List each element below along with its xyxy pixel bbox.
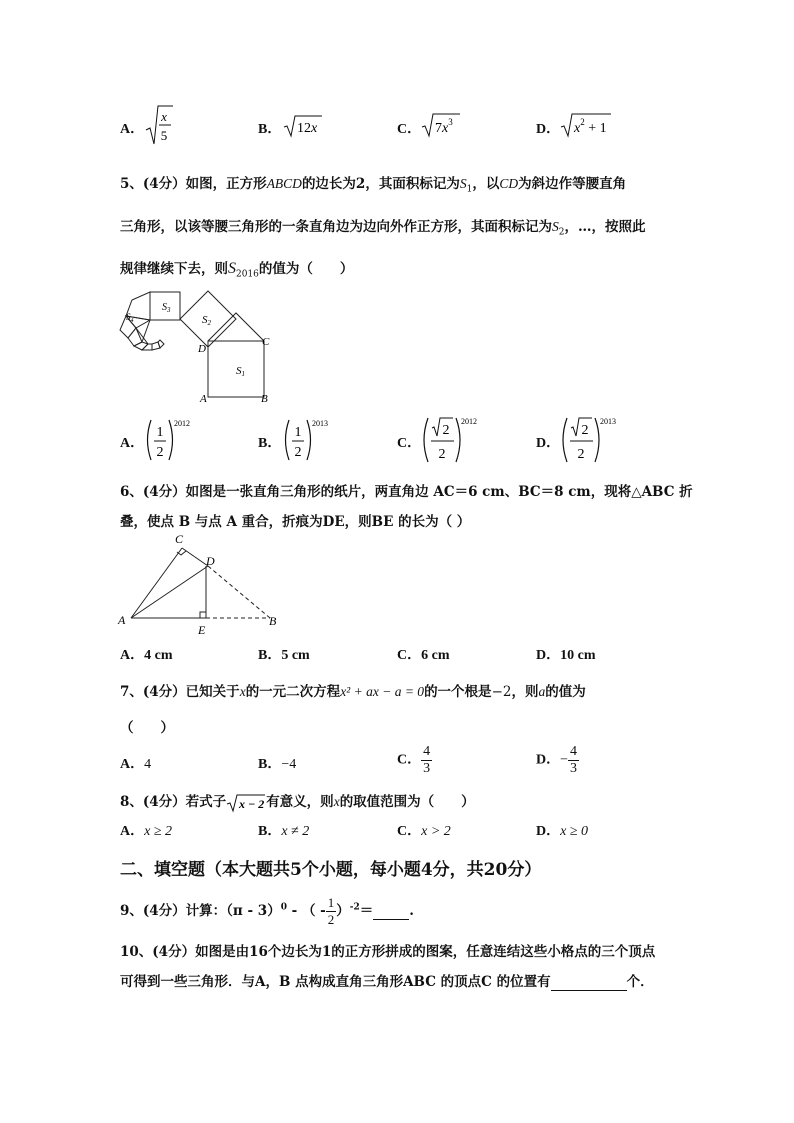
q6-option-b[interactable]: B．5 cm bbox=[258, 648, 310, 663]
q7-option-d[interactable]: D．− $\frac{4}{3}$ bbox=[536, 744, 578, 776]
q4-option-c[interactable] bbox=[397, 118, 421, 138]
section-title: 二、填空题（本大题共5个小题，每小题4分，共20分） bbox=[120, 860, 542, 880]
q4-option-d-expr bbox=[560, 112, 612, 138]
svg-text:2: 2 bbox=[442, 423, 450, 438]
q7-option-b[interactable]: B．−4 bbox=[258, 757, 297, 772]
q5-option-b[interactable]: B． bbox=[258, 436, 282, 451]
svg-text:2: 2 bbox=[156, 445, 164, 460]
q6-option-c[interactable]: C．6 cm bbox=[397, 648, 450, 663]
svg-text:5: 5 bbox=[160, 128, 168, 143]
label-s1: S1 bbox=[236, 365, 245, 378]
q5-option-d-expr bbox=[559, 412, 629, 468]
q4-option-d[interactable] bbox=[536, 118, 560, 138]
svg-text:1: 1 bbox=[156, 425, 164, 440]
q6-triangle-figure bbox=[114, 528, 294, 638]
q9-stem: 9、(4分）计算：（π - 3）$^0$ - （ - $\frac{1}{2}$ ）$^{-2}$＝ . bbox=[120, 895, 414, 927]
q6-stem-line1: 6、(4分）如图是一张直角三角形的纸片，两直角边 AC＝6 cm、BC＝8 cm，现将△ABC 折 bbox=[120, 484, 693, 500]
q5-option-a[interactable]: A． bbox=[120, 436, 145, 451]
q4-option-a[interactable] bbox=[120, 118, 144, 138]
svg-text:x2 + 1: $x^2 + 1$ bbox=[574, 117, 607, 136]
label-d: D bbox=[206, 554, 215, 568]
q8-option-b[interactable]: B．x ≠ 2 bbox=[258, 824, 310, 839]
q7-stem-line2: （ ） bbox=[120, 720, 174, 736]
q6-option-a[interactable]: A．4 cm bbox=[120, 648, 173, 663]
svg-text:2: 2 bbox=[294, 445, 302, 460]
q5-option-c-expr bbox=[420, 412, 490, 468]
option-label: D． bbox=[536, 122, 561, 137]
q5-stem-line3: 规律继续下去，则$S_{2016}$的值为（ ） bbox=[120, 260, 354, 280]
svg-text:2013: 2013 bbox=[600, 417, 616, 426]
q8-option-c[interactable]: C．x > 2 bbox=[397, 824, 451, 839]
option-label: A． bbox=[120, 122, 145, 137]
q7-option-a[interactable]: A．4 bbox=[120, 757, 152, 772]
label-s4: $S_4$ bbox=[126, 312, 134, 324]
svg-text:2013: 2013 bbox=[312, 419, 328, 428]
svg-text:2: 2 bbox=[577, 447, 585, 462]
q5-option-c[interactable]: C． bbox=[397, 436, 422, 451]
label-s2: S2 bbox=[202, 314, 211, 327]
svg-text:2012: 2012 bbox=[461, 417, 477, 426]
q9-answer-blank[interactable] bbox=[373, 903, 409, 920]
q6-stem-line2: 叠，使点 B 与点 A 重合，折痕为DE，则BE 的长为（ ） bbox=[120, 514, 471, 530]
q10-stem-line2: 可得到一些三角形．与A，B 点构成直角三角形ABC 的顶点C 的位置有 个． bbox=[120, 974, 654, 990]
q5-stem-line2: 三角形，以该等腰三角形的一条直角边为边向外作正方形，其面积标记为$S_2$，…，按照此 bbox=[120, 219, 646, 238]
svg-text:x: x bbox=[161, 109, 167, 124]
label-s3: $S_3$ bbox=[162, 302, 171, 314]
q5-option-a-expr bbox=[143, 414, 195, 466]
label-b: B bbox=[261, 393, 268, 405]
q4-option-a-expr bbox=[144, 104, 174, 148]
q8-option-d[interactable]: D．x ≥ 0 bbox=[536, 824, 589, 839]
q10-answer-blank[interactable] bbox=[551, 974, 627, 991]
q4-option-b-expr bbox=[283, 114, 323, 138]
sqrt-expr bbox=[226, 793, 266, 813]
svg-text:2: 2 bbox=[581, 423, 589, 438]
label-c: C bbox=[262, 336, 270, 348]
q10-stem-line1: 10、(4分）如图是由16个边长为1的正方形拼成的图案，任意连结这些小格点的三个顶点 bbox=[120, 944, 656, 960]
q4-option-c-expr bbox=[421, 112, 461, 138]
svg-text:7x3: $7x^3$ bbox=[435, 117, 453, 136]
svg-text:x − 2: x − 2 bbox=[239, 796, 265, 811]
q7-stem-line1: 7、(4分）已知关于x的一元二次方程x² + ax − a = 0的一个根是−2，则a的值为 bbox=[120, 684, 586, 700]
svg-text:12x: 12x bbox=[297, 121, 318, 136]
option-label: C． bbox=[397, 122, 422, 137]
label-c: C bbox=[175, 532, 184, 546]
svg-text:1: 1 bbox=[294, 425, 302, 440]
q5-option-d[interactable]: D． bbox=[536, 436, 561, 451]
label-e: E bbox=[198, 623, 206, 637]
q5-stem-line1: 5、(4分）如图，正方形ABCD的边长为2，其面积标记为$S_1$，以CD为斜边作等腰直角 bbox=[120, 176, 627, 195]
label-d: D bbox=[198, 343, 206, 355]
label-b: B bbox=[269, 614, 277, 628]
svg-text:2012: 2012 bbox=[174, 419, 190, 428]
label-a: A bbox=[118, 613, 126, 627]
q5-spiral-figure bbox=[112, 286, 282, 408]
q5-option-b-expr bbox=[281, 414, 333, 466]
q7-option-c[interactable]: C． $\frac{4}{3}$ bbox=[397, 744, 431, 776]
q6-option-d[interactable]: D．10 cm bbox=[536, 648, 596, 663]
q8-option-a[interactable]: A．x ≥ 2 bbox=[120, 824, 173, 839]
q4-option-b[interactable] bbox=[258, 118, 281, 138]
label-a: A bbox=[200, 393, 207, 405]
svg-text:2: 2 bbox=[438, 447, 446, 462]
q8-stem: 8、(4分）若式子 x − 2 有意义，则x的取值范围为（ ） bbox=[120, 794, 475, 811]
option-label: B． bbox=[258, 122, 282, 137]
